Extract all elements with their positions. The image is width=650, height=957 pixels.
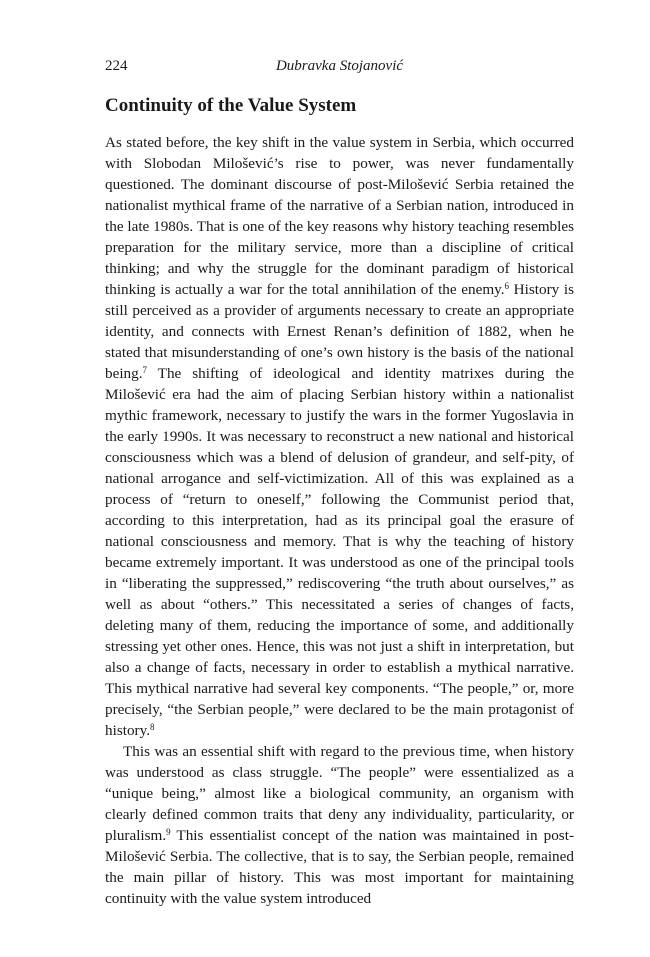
running-head-author: Dubravka Stojanović <box>275 58 404 74</box>
text-segment: The shifting of ideological and identity matrixes during the Milošević era had the aim of placing Serbian history within a nationalist mythic framework, necessary to justify the wars in the former Yugoslavia in the early 1990s. It was necessary to reconstruct a new national and historical consciousness which was a blend of delusion of grandeur, and self-pity, of national arrogance and self-victimization. All of this was explained as a process of “return to oneself,” following the Communist period that, according to this interpretation, had as its principal goal the erasure of national consciousness and memory. That is why the teaching of history became extremely important. It was understood as one of the principal tools in “liberating the suppressed,” rediscovering “the truth about ourselves,” as well as about “others.” This necessitated a series of changes of facts, deleting many of them, reducing the importance of some, and additionally stressing yet other ones. Hence, this was not just a shift in interpretation, but also a change of facts, necessary in order to establish a mythical narrative. This mythical narrative had several key components. “The people,” or, more precisely, “the Serbian people,” were declared to be the main protagonist of history. <box>105 365 574 739</box>
text-segment: History is still perceived as a provider of arguments necessary to create an appropriate identity, and connects with Ernest Renan’s definition of 1882, when he stated that misunderstanding of one’s own history is the basis of the national being. <box>105 281 574 382</box>
text-segment: This was an essential shift with regard to the previous time, when history was understood as class struggle. “The people” were essentialized as a “unique being,” almost like a biological community, an organism with clearly defined common traits that deny any individuality, particularity, or pluralism. <box>105 743 574 844</box>
text-segment: As stated before, the key shift in the value system in Serbia, which occurred with Slobodan Milošević’s rise to power, was never fundamentally questioned. The dominant discourse of post-Milošević Serbia retained the nationalist mythical frame of the narrative of a Serbian nation, introduced in the late 1980s. That is one of the key reasons why history teaching resembles preparation for the military service, more than a discipline of critical thinking; and why the struggle for the dominant paradigm of historical thinking is actually a war for the total annihilation of the enemy. <box>105 134 574 298</box>
paragraph-2 <box>105 741 574 909</box>
footnote-marker-8[interactable]: 8 <box>150 722 155 732</box>
footnote-marker-9[interactable]: 9 <box>166 827 171 837</box>
paragraph-1 <box>105 132 574 741</box>
section-heading: Continuity of the Value System <box>105 95 357 116</box>
body-text <box>105 132 574 909</box>
text-segment: This essentialist concept of the nation was maintained in post-Milošević Serbia. The collective, that is to say, the Serbian people, remained the main pillar of history. This was most important for maintaining continuity with the value system introduced <box>105 827 574 907</box>
footnote-marker-6[interactable]: 6 <box>504 281 510 291</box>
footnote-marker-7[interactable]: 7 <box>142 365 148 375</box>
running-head <box>105 58 574 78</box>
page-number: 224 <box>105 58 128 74</box>
